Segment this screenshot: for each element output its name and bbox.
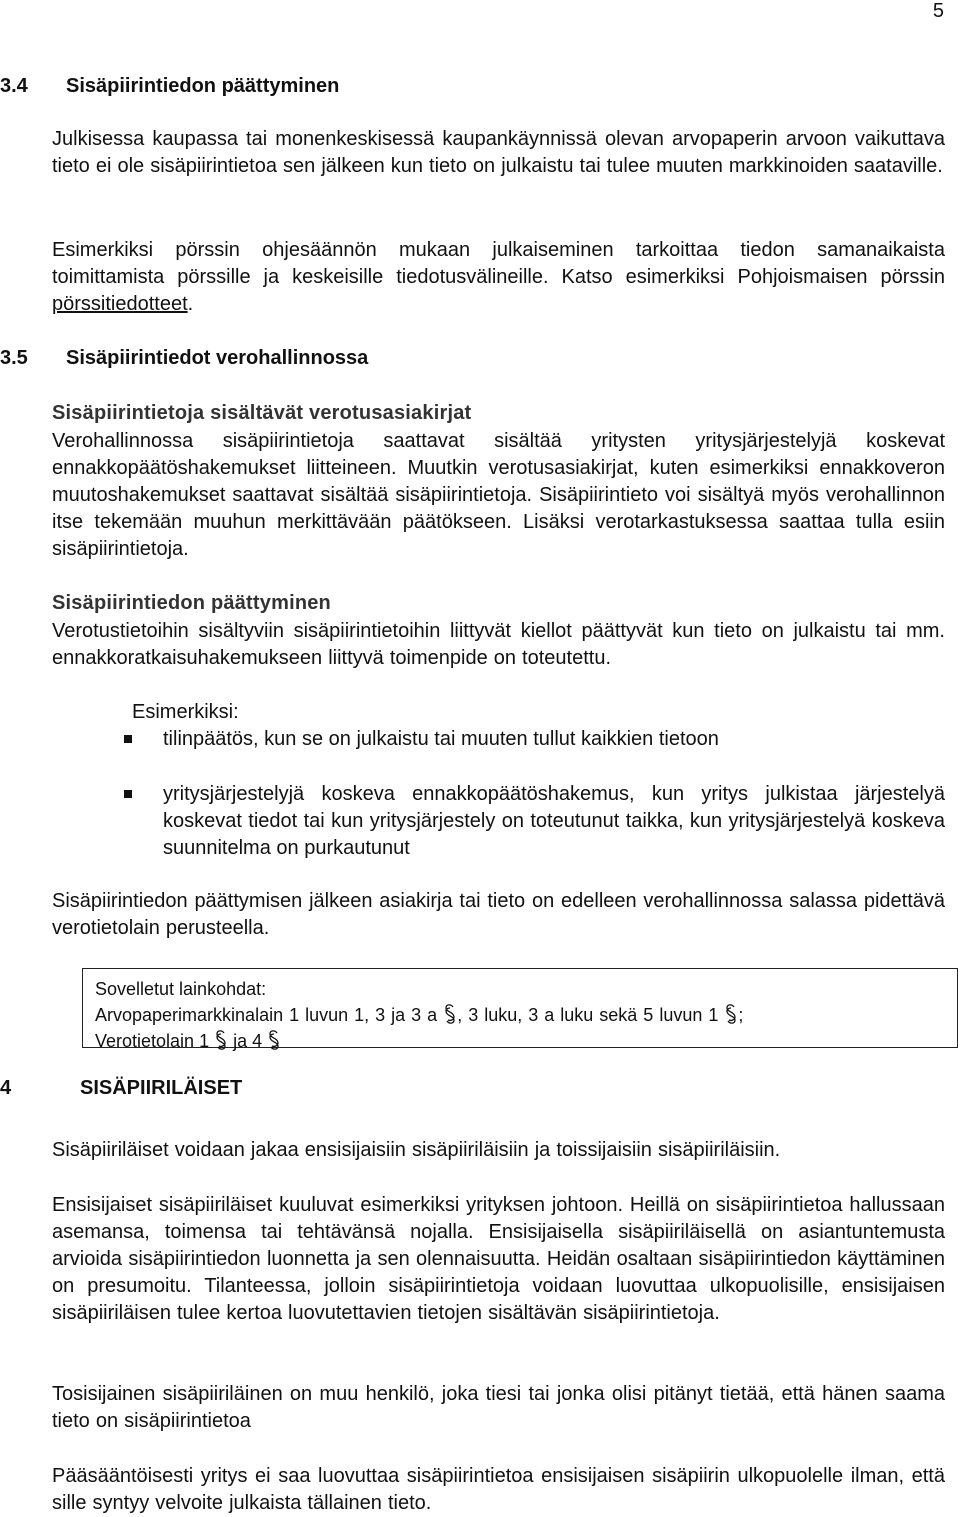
paragraph: Pääsääntöisesti yritys ei saa luovuttaa sisäpiirintietoa ensisijaisen sisäpiirin ulkopuolelle ilman, että sille syntyy velvoite julkaista tällainen tieto. bbox=[52, 1465, 945, 1514]
section-number: 3.5 bbox=[0, 347, 28, 369]
page-number: 5 bbox=[932, 0, 944, 22]
paragraph bbox=[52, 237, 945, 318]
box-text: , 3 luku, 3 a luku sekä 5 luvun 1 bbox=[457, 1005, 725, 1025]
section-title: Sisäpiirintiedot verohallinnossa bbox=[66, 347, 369, 369]
paragraph-text: Esimerkiksi pörssin ohjesäännön mukaan julkaiseminen tarkoittaa tiedon samanaikaista toimittamista pörssille ja keskeisille tiedotusvälineille. Katso esimerkiksi Pohjoismaisen pörssin bbox=[52, 239, 945, 288]
list-item-text: yritysjärjestelyjä koskeva ennakkopäätöshakemus, kun yritys julkistaa järjestelyä koskevat tiedot tai kun yritysjärjestely on toteutunut taikka, kun yritysjärjestelyä koskeva suunnitelma on purkautunut bbox=[163, 783, 945, 859]
section-title: Sisäpiirintiedon päättyminen bbox=[66, 75, 340, 97]
example-label: Esimerkiksi: bbox=[132, 701, 239, 723]
section-number: 3.4 bbox=[0, 75, 28, 97]
section-title: SISÄPIIRILÄISET bbox=[80, 1077, 243, 1099]
bullet-square-icon bbox=[124, 790, 132, 798]
box-title: Sovelletut lainkohdat: bbox=[95, 979, 267, 999]
list-item bbox=[124, 781, 945, 862]
subheading: Sisäpiirintiedon päättyminen bbox=[52, 592, 331, 614]
box-text: ja 4 bbox=[228, 1031, 268, 1051]
paragraph: Verotustietoihin sisältyviin sisäpiirintietoihin liittyvät kiellot päättyvät kun tieto on julkaistu tai mm. ennakkoratkaisuhakemukseen liittyvä toimenpide on toteutettu. bbox=[52, 620, 945, 669]
box-line bbox=[95, 1002, 947, 1028]
box-text: Arvopaperimarkkinalain 1 luvun 1, 3 ja 3 a bbox=[95, 1005, 444, 1025]
box-text: ; bbox=[738, 1005, 744, 1025]
section-sign-icon bbox=[214, 1029, 228, 1051]
paragraph: Sisäpiiriläiset voidaan jakaa ensisijaisiin sisäpiiriläisiin ja toissijaisiin sisäpiiriläisiin. bbox=[52, 1139, 781, 1161]
box-text: Verotietolain 1 bbox=[95, 1031, 215, 1051]
box-line bbox=[95, 1028, 947, 1054]
list-item-text: tilinpäätös, kun se on julkaistu tai muuten tullut kaikkien tietoon bbox=[163, 728, 719, 750]
paragraph: Verohallinnossa sisäpiirintietoja saattavat sisältää yritysten yritysjärjestelyjä koskevat ennakkopäätöshakemukset liitteineen. Muutkin verotusasiakirjat, kuten esimerkiksi ennakkoveron muutoshakemukset saattavat sisältää sisäpiirintietoja. Sisäpiirintieto voi sisältyä myös verohallinnon itse tekemään muuhun merkittävään päätökseen. Lisäksi verotarkastuksessa saattaa tulla esiin sisäpiirintietoja. bbox=[52, 430, 945, 560]
list-item bbox=[124, 726, 945, 753]
bullet-square-icon bbox=[124, 735, 132, 743]
section-sign-icon bbox=[267, 1029, 281, 1051]
subheading: Sisäpiirintietoja sisältävät verotusasiakirjat bbox=[52, 402, 472, 424]
paragraph: Julkisessa kaupassa tai monenkeskisessä kaupankäynnissä olevan arvopaperin arvoon vaikuttava tieto ei ole sisäpiirintietoa sen jälkeen kun tieto on julkaistu tai tulee muuten markkinoiden saataville. bbox=[52, 128, 945, 177]
section-number: 4 bbox=[0, 1077, 12, 1099]
period: . bbox=[187, 293, 194, 315]
paragraph: Ensisijaiset sisäpiiriläiset kuuluvat esimerkiksi yrityksen johtoon. Heillä on sisäpiirintietoa hallussaan asemansa, toimensa tai tehtävänsä nojalla. Ensisijaisella sisäpiiriläisellä on asiantuntemusta arvioida sisäpiirintiedon luonnetta ja sen olennaisuutta. Heidän osaltaan sisäpiirintiedon käyttäminen on presumoitu. Tilanteessa, jolloin sisäpiirintietoja voidaan luovuttaa ulkopuolisille, ensisijaisen sisäpiiriläisen tulee kertoa luovutettavien tietojen sisältävän sisäpiirintietoja. bbox=[52, 1194, 945, 1324]
porssitiedotteet-link[interactable]: pörssitiedotteet bbox=[52, 293, 188, 315]
applied-law-box bbox=[82, 968, 958, 1051]
paragraph: Tosisijainen sisäpiiriläinen on muu henkilö, joka tiesi tai jonka olisi pitänyt tietää, että hänen saama tieto on sisäpiirintietoa bbox=[52, 1383, 945, 1432]
section-sign-icon bbox=[724, 1003, 738, 1025]
section-sign-icon bbox=[443, 1003, 457, 1025]
paragraph: Sisäpiirintiedon päättymisen jälkeen asiakirja tai tieto on edelleen verohallinnossa salassa pidettävä verotietolain perusteella. bbox=[52, 890, 945, 939]
